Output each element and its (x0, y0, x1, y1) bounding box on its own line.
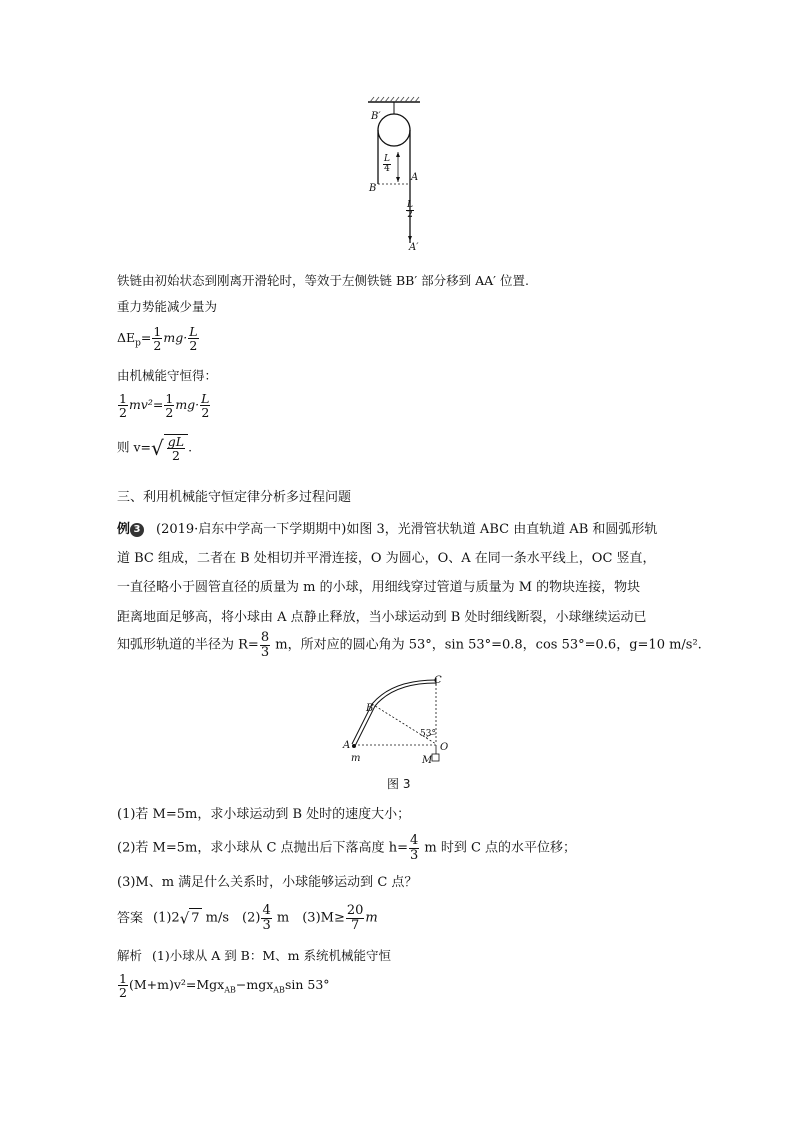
question-2: (2)若 M=5m，求小球从 C 点抛出后下落高度 h= $\frac{4}{3}$ m 时到 C 点的水平位移； (117, 833, 577, 863)
label-b: B (369, 183, 377, 194)
question-3: (3)M、m 满足什么关系时，小球能够运动到 C 点？ (117, 875, 418, 890)
text-pe-decrease: 重力势能减少量为 (117, 299, 218, 314)
fig3-label-a: A (343, 740, 351, 751)
problem-text-5: 知弧形轨道的半径为 R= $\frac{8}{3}$ m，所对应的圆心角为 53°，sin 53°=0.8，cos 53°=0.6，g=10 m/s². (117, 630, 702, 660)
fig3-label-big-m: M (422, 755, 433, 766)
example-header (117, 520, 657, 540)
example-number-badge: 3 (130, 523, 144, 537)
example-source: (2019·启东中学高一下学期期中) (156, 522, 347, 537)
fig3-label-small-m: m (351, 753, 361, 764)
text-energy-conservation: 由机械能守恒得： (117, 368, 218, 383)
problem-text-4: 距离地面足够高，将小球由 A 点静止释放，当小球运动到 B 处时细线断裂，小球继续运动已 (117, 610, 647, 625)
label-a-prime: A′ (409, 242, 419, 253)
solution-label: 解析 (117, 948, 143, 963)
label-l-over-2: $\frac{L}{2}$ (407, 200, 413, 221)
equation-velocity: 则 v=√ $\frac{gL}{2}$ . (117, 434, 193, 464)
label-b-prime: B′ (371, 111, 381, 122)
figure-caption: 图 3 (387, 777, 411, 791)
label-a: A (411, 172, 419, 183)
answer-label: 答案 (117, 910, 144, 926)
equation-energy: $\frac{1}{2}$ mv²= $\frac{1}{2}$ mg· $\frac{L}{2}$ (119, 391, 210, 421)
example-label: 例 (117, 522, 131, 537)
text-equivalent-shift: 铁链由初始状态到刚离开滑轮时，等效于左侧铁链 BB′ 部分移到 AA′ 位置. (117, 273, 529, 288)
problem-text-3: 一直径略小于圆管直径的质量为 m 的小球，用细线穿过管道与质量为 M 的物块连接，物块 (117, 580, 641, 595)
solution-line: 解析 (1)小球从 A 到 B：M、m 系统机械能守恒 (117, 948, 391, 963)
fig3-label-b: B (366, 703, 374, 714)
section-heading: 三、利用机械能守恒定律分析多过程问题 (117, 490, 352, 505)
equation-system-energy: $\frac{1}{2}$ (M+m)v²=Mgx$_{AB}$−mgx$_{AB}$sin 53° (119, 971, 330, 1001)
fig3-label-o: O (440, 742, 449, 753)
answer-line: 答案 (1)2√ 7 m/s (2) $\frac{4}{3}$ m (3)M≥ $\frac{20}{7}$ m (117, 903, 378, 933)
label-l-over-4: $\frac{L}{4}$ (384, 154, 390, 175)
fig3-label-c: C (434, 675, 442, 686)
problem-text-2: 道 BC 组成，二者在 B 处相切并平滑连接，O 为圆心，O、A 在同一条水平线上，OC 竖直， (117, 551, 656, 566)
problem-text-1: 如图 3，光滑管状轨道 ABC 由直轨道 AB 和圆弧形轨 (346, 522, 658, 537)
fig3-angle-label: 53° (420, 729, 436, 739)
question-1: (1)若 M=5m，求小球运动到 B 处时的速度大小； (117, 807, 411, 822)
equation-delta-ep: $\Delta E_p=$ $\frac{1}{2}$ mg· $\frac{L}{2}$ (117, 324, 198, 354)
